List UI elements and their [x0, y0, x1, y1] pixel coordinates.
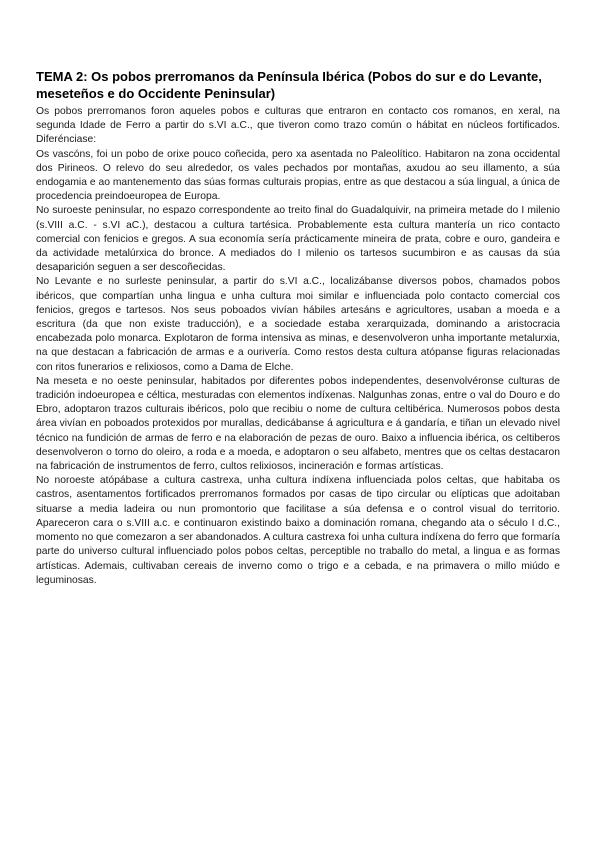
- page-title: TEMA 2: Os pobos prerromanos da Península Ibérica (Pobos do sur e do Levante, meseteños e do Occidente Peninsular): [36, 69, 542, 101]
- paragraph-meseta: Na meseta e no oeste peninsular, habitados por diferentes pobos independentes, desenvolvéronse culturas de tradición indoeuropea e céltica, mesturadas con elementos indíxenas. Nalgunhas zonas, entre o val do Douro e do Ebro, adoptaron trazos culturais ibéricos, polo que recibiu o nome de cultura celtibérica. Numerosos pobos desta área vivían en poboados protexidos por murallas, dedicábanse á agricultura e á gandaría, e tiñan un elevado nivel técnico na fundición de armas de ferro e na elaboración de pezas de ouro. Baixo a influencia ibérica, os celtiberos desenvolveron o torno do oleiro, a roda e a moeda, e adoptaron o seu alfabeto, mentres que os celtas destacaron na fabricación de instrumentos de ferro, cultos relixiosos, incineración e formas artísticas.: [36, 375, 560, 473]
- document-page: [36, 68, 560, 588]
- paragraph-vascons: Os vascóns, foi un pobo de orixe pouco coñecida, pero xa asentada no Paleolítico. Habitaron na zona occidental dos Pirineos. O relevo do seu alrededor, os vales pechados por montañas, axudou ao seu illamento, a súa endogamia e ao mantenemento das súas formas culturais propias, entre as que destacou a súa lingual, a única de procedencia preindoeuropea de Europa.: [36, 148, 560, 203]
- paragraph-intro: Os pobos prerromanos foron aqueles pobos e culturas que entraron en contacto cos romanos, en xeral, na segunda Idade de Ferro a partir do s.VI a.C., que tiveron como trazo común o hábitat en núcleos fortificados. Diferénciase:: [36, 106, 560, 146]
- paragraph-castrexa: No noroeste atópábase a cultura castrexa, unha cultura indíxena influenciada polos celtas, que habitaba os castros, asentamentos fortificados prerromanos formados por casas de tipo circular ou elípticas que adoitaban situarse a media ladeira ou nun promontorio que facilitase a súa defensa e o control visual do territorio. Apareceron cara o s.VIII a.c. e continuaron existindo baixo a dominación romana, chegando ata o século I d.C., momento no que comezaron a ser abandonados. A cultura castrexa foi unha cultura indíxena do ferro que formaría parte do universo cultural influenciado polos pobos celtas, perceptible no traballo do metal, a lingua e as formas artísticas. Ademais, cultivaban cereais de inverno como o trigo e a cebada, e na primavera o millo miúdo e leguminosas.: [36, 475, 560, 586]
- paragraph-tartesos: No suroeste peninsular, no espazo correspondente ao treito final do Guadalquivir, na primeira metade do I milenio (s.VIII a.C. - s.VI aC.), destacou a cultura tartésica. Probablemente esta cultura mantería un rico contacto comercial con fenicios e gregos. A sua economía sería prácticamente mineira de prata, cobre e ouro, gandeira e da actividade metalúrxica do bronce. A mediados do I milenio os tartesos sucumbiron e as causas da súa desaparición seguen a ser descoñecidas.: [36, 205, 560, 274]
- paragraph-iberos: No Levante e no surleste peninsular, a partir do s.VI a.C., localizábanse diversos pobos, chamados pobos ibéricos, que compartían unha lingua e unha cultura moi similar e influenciada polo contacto comercial cos fenicios, gregos e tartesos. Nos seus poboados vivían hábiles artesáns e agricultores, usaban a moeda e a escritura (da que non existe traducción), e a sociedade estaba xerarquizada, dominando a aristocracia encabezada polo monarca. Explotaron de forma intensiva as minas, e desenvolveron unha importante metalurxia, na que destacan a fabricación de armas e a ourivería. Como restos desta cultura atópanse figuras relacionadas con ritos funerarios e relixiosos, como a Dama de Elche.: [36, 276, 560, 373]
